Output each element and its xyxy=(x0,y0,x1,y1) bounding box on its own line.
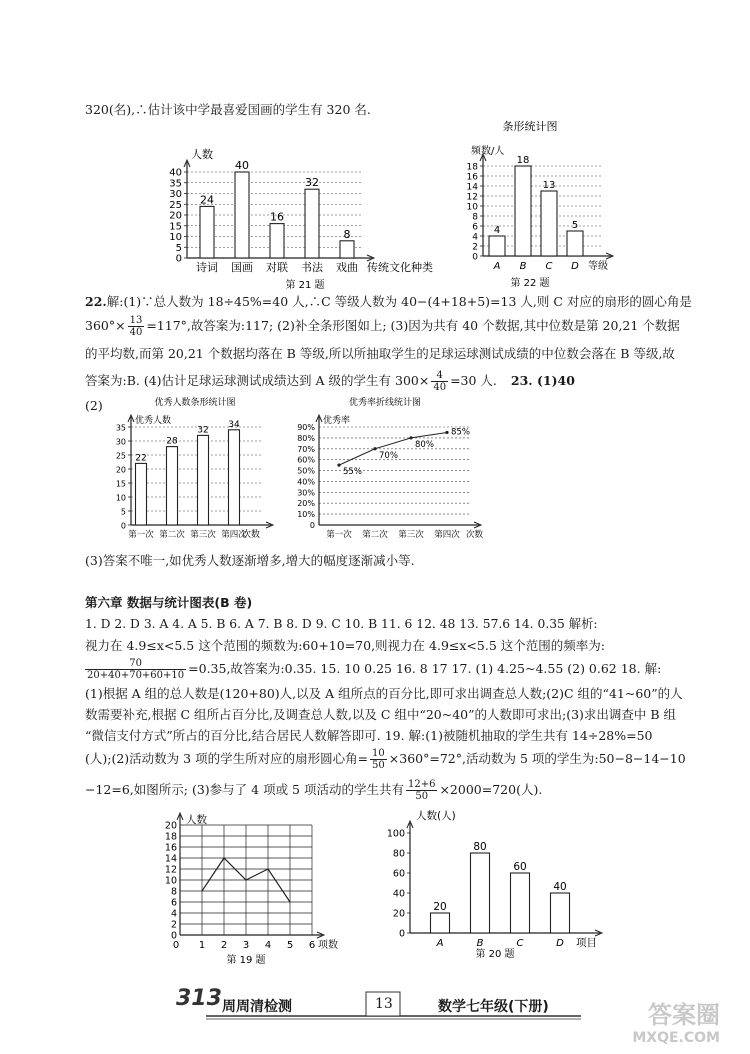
y-tick-label: 6 xyxy=(472,222,478,233)
x-axis-label: 次数 xyxy=(466,530,484,540)
y-tick-label: 100 xyxy=(386,828,405,840)
bar xyxy=(471,853,490,933)
y-tick-label: 2 xyxy=(472,242,478,253)
y-tick-label: 30 xyxy=(169,189,182,200)
frac-num: 10 xyxy=(372,748,385,759)
watermark-bottom: MXQE.COM xyxy=(632,1030,720,1046)
y-tick-label: 25 xyxy=(115,451,126,461)
x-tick-label: 第一次 xyxy=(128,530,154,540)
chart-q23-line xyxy=(285,395,490,545)
y-tick-label: 6 xyxy=(170,897,177,909)
bar xyxy=(551,893,570,933)
answers-line-4: (1)根据 A 组的总人数是(120+80)人,以及 A 组所点的百分比,即可求出调查总人数;(2)C 组的“41~60”的人 xyxy=(85,686,683,701)
q22-text-4a: 答案为:B. (4)估计足球运球测试成绩达到 A 级的学生有 300× xyxy=(85,373,430,388)
x-tick-label: D xyxy=(556,938,564,949)
y-tick-label: 0 xyxy=(170,930,177,942)
data-label: 55% xyxy=(343,467,362,478)
y-tick-label: 10% xyxy=(297,510,315,520)
bar-value-label: 24 xyxy=(200,193,214,207)
x-tick-label: 4 xyxy=(264,940,272,951)
y-tick-label: 40 xyxy=(169,167,182,179)
bar-value-label: 32 xyxy=(197,425,209,436)
line-q21-conclusion: 320(名),∴估计该中学最喜爱国画的学生有 320 名. xyxy=(85,102,371,117)
bar-value-label: 22 xyxy=(135,453,147,464)
y-tick-label: 50% xyxy=(297,466,315,476)
bar-value-label: 80 xyxy=(473,841,487,853)
x-tick-label: C xyxy=(516,938,524,949)
x-tick-label: 6 xyxy=(308,940,316,951)
y-tick-label: 90% xyxy=(297,423,315,432)
bar-value-label: 32 xyxy=(305,176,319,190)
x-tick-label: 0 xyxy=(172,940,180,951)
footer-band xyxy=(176,988,596,1022)
answers-line-7b: ×360°=72°,活动数为 5 项的学生为:50−8−14−10 xyxy=(388,751,686,766)
y-tick-label: 8 xyxy=(472,212,478,223)
bar-value-label: 5 xyxy=(571,220,579,231)
data-point xyxy=(373,447,376,450)
answers-line-2: 视力在 4.9≤x<5.5 这个范围的频数为:60+10=70,则视力在 4.9≤x<5.5 这个范围的频率为: xyxy=(85,638,605,653)
x-tick-label: 3 xyxy=(242,940,250,951)
line-q22-b xyxy=(85,315,680,338)
frac-den: 20+40+70+60+10 xyxy=(87,670,185,681)
x-tick-label: 2 xyxy=(220,940,228,951)
x-tick-label: B xyxy=(476,938,484,949)
y-tick-label: 12 xyxy=(164,864,177,876)
chart-caption: 第 21 题 xyxy=(285,280,325,291)
q22-text-1: 解:(1)∵总人数为 18÷45%=40 人,∴C 等级人数为 40−(4+18+5)=13 人,则 C 对应的扇形的圆心角是 xyxy=(106,294,692,309)
y-tick-label: 2 xyxy=(170,919,177,931)
y-tick-label: 4 xyxy=(472,232,478,243)
answers-line-5: 数需要补充,根据 C 组所占百分比,及调查总人数,以及 C 组中“20~40”的人数即可求出;(3)求出调查中 B 组 xyxy=(85,707,677,722)
y-tick-label: 10 xyxy=(164,875,177,887)
y-tick-label: 0 xyxy=(120,521,126,531)
bar-value-label: 8 xyxy=(343,227,351,241)
x-tick-label: 诗词 xyxy=(196,261,218,274)
chart-q19-line xyxy=(150,810,360,965)
data-label: 70% xyxy=(379,450,398,461)
x-tick-label: 书法 xyxy=(301,261,323,274)
x-tick-label: B xyxy=(519,261,527,272)
bar xyxy=(167,447,178,525)
answers-line-7a: (人);(2)活动数为 3 项的学生所对应的扇形圆心角= xyxy=(85,751,369,766)
x-axis-label: 项目 xyxy=(576,937,597,949)
answers-line-7 xyxy=(85,748,686,771)
y-axis-label: 人数(人) xyxy=(416,810,456,822)
fraction-4-40 xyxy=(431,370,448,393)
x-axis-label: 等级 xyxy=(588,261,608,272)
bar xyxy=(489,236,505,256)
bar xyxy=(198,435,209,525)
chart-caption: 第 19 题 xyxy=(226,955,266,966)
answers-line-8b: ×2000=720(人). xyxy=(439,782,543,797)
q22-number: 22. xyxy=(85,294,107,309)
y-tick-label: 12 xyxy=(466,192,478,203)
y-tick-label: 16 xyxy=(466,172,478,183)
y-tick-label: 20% xyxy=(297,499,315,509)
x-tick-label: 对联 xyxy=(266,261,288,274)
line-q22-a xyxy=(85,294,692,310)
q23-part2-label: (2) xyxy=(85,398,103,413)
bar xyxy=(235,172,249,258)
x-tick-label: 5 xyxy=(286,940,294,951)
y-axis-label: 人数 xyxy=(191,148,213,161)
line-q23-part3: (3)答案不唯一,如优秀人数逐渐增多,增大的幅度逐渐减小等. xyxy=(85,553,415,568)
bar xyxy=(305,189,319,258)
y-tick-label: 35 xyxy=(169,178,182,190)
chart-q22-bar xyxy=(455,118,630,290)
bar xyxy=(270,224,284,258)
y-tick-label: 14 xyxy=(164,853,177,865)
y-tick-label: 80% xyxy=(297,433,315,443)
bar xyxy=(200,206,214,258)
y-tick-label: 35 xyxy=(115,423,126,433)
footer-page-number: 13 xyxy=(375,996,393,1012)
answers-line-3-text: =0.35,故答案为:0.35. 15. 10 0.25 16. 8 17 17. (1) 4.25~4.55 (2) 0.62 18. 解: xyxy=(188,661,662,676)
frac-num: 4 xyxy=(431,370,448,382)
data-point xyxy=(445,431,448,434)
chart-title: 条形统计图 xyxy=(502,120,558,133)
bar xyxy=(567,231,583,256)
y-tick-label: 30% xyxy=(297,488,315,498)
data-point xyxy=(409,436,412,439)
bar-value-label: 4 xyxy=(493,225,501,236)
y-axis-label: 人数 xyxy=(186,814,207,826)
y-tick-label: 15 xyxy=(115,479,126,489)
answers-line-8 xyxy=(85,779,542,802)
y-tick-label: 20 xyxy=(164,820,177,832)
bar-value-label: 60 xyxy=(513,861,527,873)
chart-title: 优秀率折线统计图 xyxy=(348,398,422,408)
bar xyxy=(136,463,147,525)
bar-value-label: 34 xyxy=(228,419,240,430)
bar xyxy=(515,166,531,256)
q22-text-4b: =30 人. xyxy=(450,373,497,388)
x-axis-label: 次数 xyxy=(242,530,261,540)
y-axis-label: 频数/人 xyxy=(471,146,505,157)
bar xyxy=(431,913,450,933)
y-tick-label: 10 xyxy=(169,232,182,243)
y-tick-label: 60 xyxy=(392,868,405,880)
q22-text-2a: 360°× xyxy=(85,318,126,333)
answers-line-3 xyxy=(85,658,661,681)
chart-caption: 第 20 题 xyxy=(475,949,515,960)
footer-logo: 313 xyxy=(176,986,222,1011)
frac-den: 50 xyxy=(372,760,385,771)
y-axis-label: 优秀人数 xyxy=(135,416,172,426)
frac-num: 13 xyxy=(129,315,143,326)
x-tick-label: 1 xyxy=(198,940,206,951)
frac-num: 70 xyxy=(85,658,186,670)
y-tick-label: 5 xyxy=(175,242,182,254)
bar xyxy=(541,191,557,256)
fraction-13-40 xyxy=(128,315,145,338)
q23-number: 23. (1)40 xyxy=(510,373,575,388)
bar xyxy=(511,873,530,933)
chapter-heading: 第六章 数据与统计图表(B 卷) xyxy=(85,595,253,610)
x-axis-label: 传统文化种类 xyxy=(367,261,433,274)
fraction-10-50 xyxy=(370,748,387,771)
x-tick-label: 第三次 xyxy=(190,530,216,540)
chart-title: 优秀人数条形统计图 xyxy=(154,398,236,408)
y-tick-label: 0 xyxy=(398,928,405,940)
y-tick-label: 0 xyxy=(309,521,315,530)
x-tick-label: 第一次 xyxy=(326,530,352,540)
x-tick-label: 第四次 xyxy=(221,530,247,540)
y-tick-label: 14 xyxy=(466,182,478,193)
x-axis-label: 项数 xyxy=(318,940,338,951)
bar xyxy=(340,241,354,258)
x-tick-label: 第三次 xyxy=(398,530,424,540)
y-tick-label: 20 xyxy=(169,210,182,222)
x-tick-label: A xyxy=(436,938,444,949)
y-tick-label: 20 xyxy=(392,908,405,920)
bar-value-label: 20 xyxy=(433,901,447,913)
answers-line-1: 1. D 2. D 3. A 4. A 5. B 6. A 7. B 8. D 9. C 10. B 11. 6 12. 48 13. 57.6 14. 0.35 解析: xyxy=(85,617,598,631)
chart-q23-bar xyxy=(105,395,280,545)
x-tick-label: A xyxy=(493,261,501,272)
bar-value-label: 18 xyxy=(516,155,530,166)
bar-value-label: 40 xyxy=(235,159,249,172)
x-tick-label: 第四次 xyxy=(434,530,460,540)
y-tick-label: 60% xyxy=(297,455,315,465)
x-tick-label: 第二次 xyxy=(362,530,388,540)
bar-value-label: 40 xyxy=(553,881,567,893)
y-tick-label: 18 xyxy=(164,831,177,843)
q22-text-2b: =117°,故答案为:117; (2)补全条形图如上; (3)因为共有 40 个数据,其中位数是第 20,21 个数据 xyxy=(146,318,680,333)
y-tick-label: 25 xyxy=(169,199,182,211)
y-tick-label: 80 xyxy=(392,848,405,860)
y-tick-label: 40 xyxy=(392,888,405,900)
x-tick-label: 第二次 xyxy=(159,530,185,540)
fraction-18-50 xyxy=(406,779,437,802)
y-tick-label: 18 xyxy=(466,162,478,173)
answers-line-8a: −12=6,如图所示; (3)参与了 4 项或 5 项活动的学生共有 xyxy=(85,782,404,797)
y-tick-label: 5 xyxy=(120,507,126,517)
x-tick-label: D xyxy=(571,261,579,272)
frac-den: 40 xyxy=(129,327,143,338)
y-tick-label: 15 xyxy=(169,221,182,233)
x-tick-label: 国画 xyxy=(231,261,253,274)
y-tick-label: 16 xyxy=(164,842,177,854)
bar xyxy=(229,430,240,525)
x-tick-label: 戏曲 xyxy=(336,261,358,274)
chart-q20-bar xyxy=(380,805,605,965)
y-tick-label: 10 xyxy=(115,493,126,503)
bar-value-label: 16 xyxy=(270,210,284,224)
watermark-top: 答案圈 xyxy=(648,1001,720,1029)
answers-line-6: “微信支付方式”所占的百分比,结合居民人数解答即可. 19. 解:(1)被随机抽取的学生共有 14÷28%=50 xyxy=(85,728,653,743)
y-tick-label: 70% xyxy=(297,444,315,454)
line-q22-c: 的平均数,而第 20,21 个数据均落在 B 等级,所以所抽取学生的足球运球测试成绩的中位数会落在 B 等级,故 xyxy=(85,346,675,361)
bar-value-label: 28 xyxy=(166,436,178,447)
chart-q21-bar xyxy=(145,138,455,290)
y-tick-label: 4 xyxy=(170,908,177,920)
y-tick-label: 0 xyxy=(175,253,182,265)
y-tick-label: 20 xyxy=(115,465,126,475)
y-axis-label: 优秀率 xyxy=(323,416,351,426)
footer-series: 周周清检测 xyxy=(222,999,292,1015)
footer-book-title: 数学七年级(下册) xyxy=(438,999,549,1015)
line-q22-d xyxy=(85,370,575,393)
y-tick-label: 0 xyxy=(472,252,478,263)
y-tick-label: 30 xyxy=(115,437,126,447)
data-point xyxy=(337,464,340,467)
x-tick-label: C xyxy=(545,261,553,272)
chart-caption: 第 22 题 xyxy=(510,278,550,289)
frac-den: 40 xyxy=(433,382,447,393)
frac-num: 12+6 xyxy=(407,779,436,790)
data-label: 80% xyxy=(415,439,434,450)
y-tick-label: 10 xyxy=(466,202,478,213)
fraction-70 xyxy=(85,658,186,681)
y-tick-label: 8 xyxy=(170,886,177,898)
y-tick-label: 40% xyxy=(297,477,315,487)
bar-value-label: 13 xyxy=(542,180,556,191)
frac-den: 50 xyxy=(415,791,429,802)
data-label: 85% xyxy=(451,427,470,438)
